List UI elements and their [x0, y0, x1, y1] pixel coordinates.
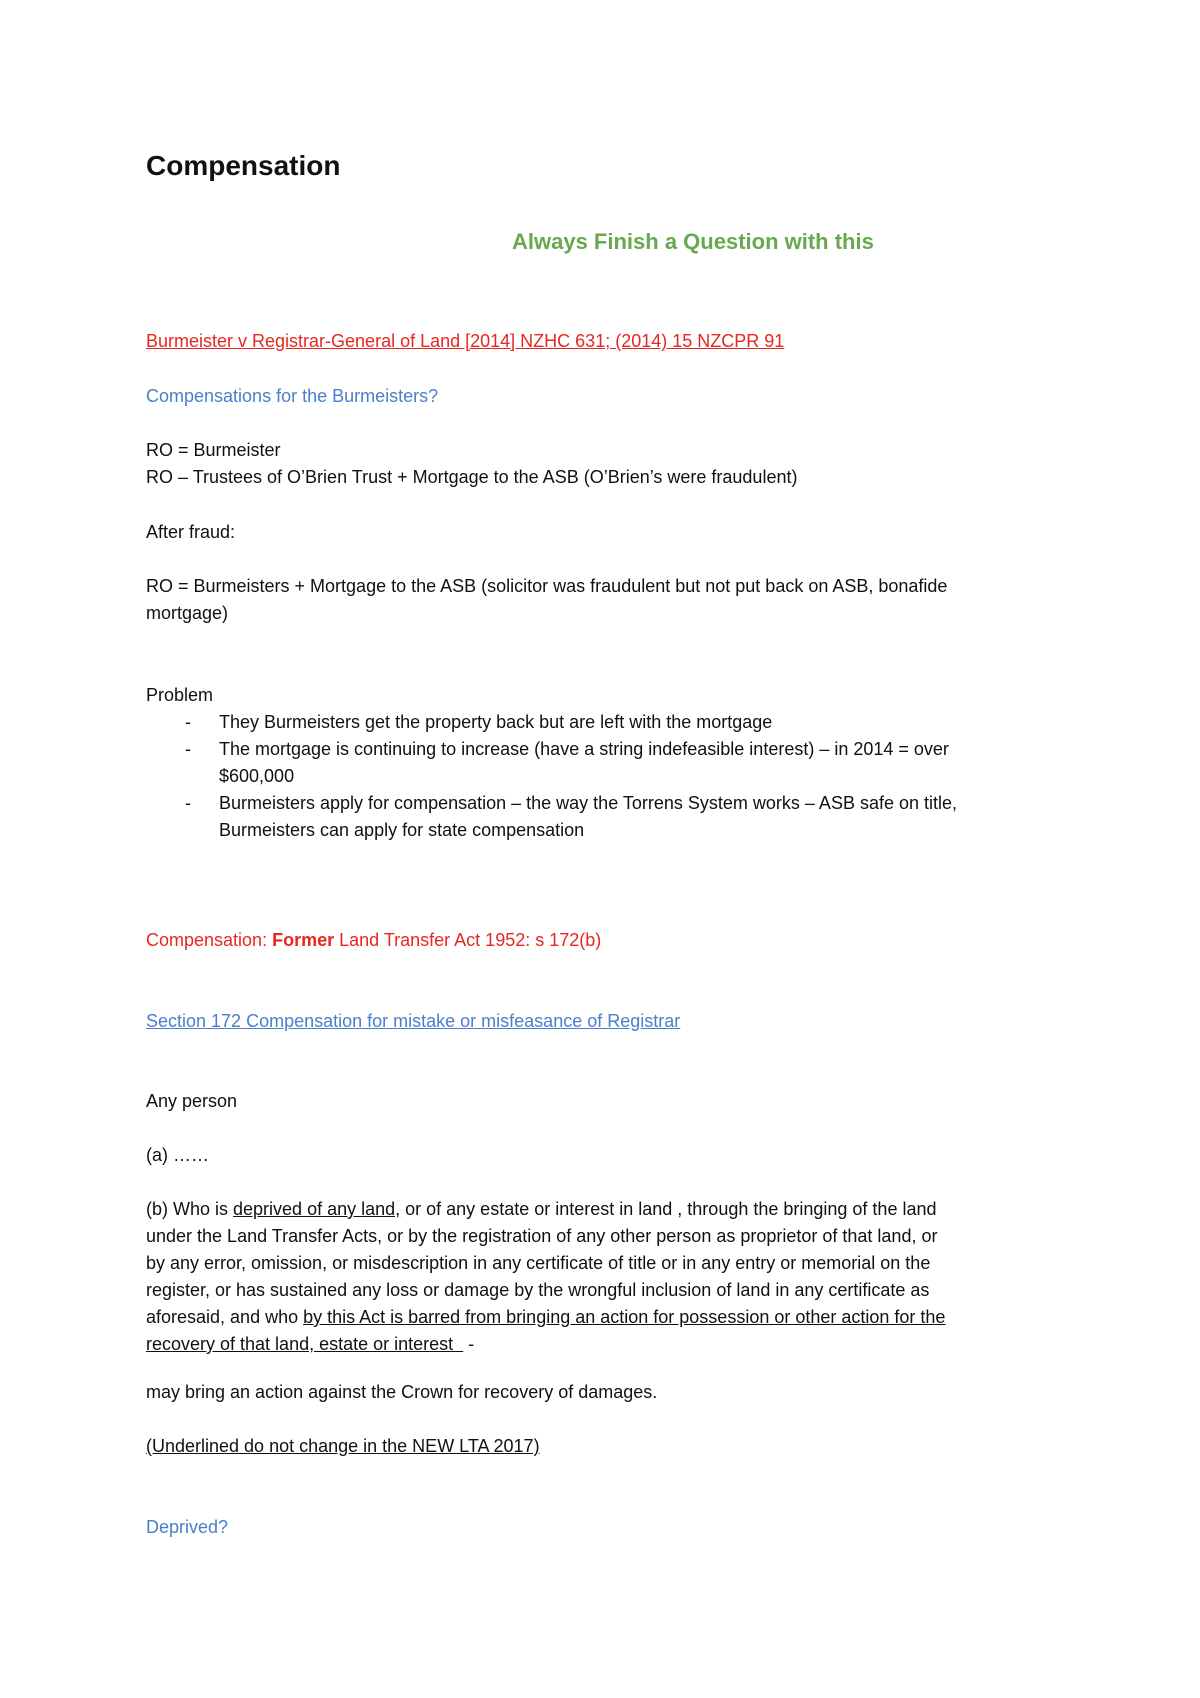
ro-line-2: RO – Trustees of O’Brien Trust + Mortgage to the ASB (O’Brien’s were fraudulent) [146, 467, 798, 487]
ro-after-line-2: mortgage) [146, 603, 229, 623]
section-heading [146, 929, 601, 951]
section-172-link[interactable]: Section 172 Compensation for mistake or misfeasance of Registrar [146, 1011, 681, 1031]
may-bring-text: may bring an action against the Crown for recovery of damages. [146, 1382, 658, 1402]
case-citation-link[interactable]: Burmeister v Registrar-General of Land [2014] NZHC 631; (2014) 15 NZCPR 91 [146, 331, 785, 351]
heading-part-3: Land Transfer Act 1952: s 172(b) [334, 930, 602, 950]
heading-part-2: Former [272, 930, 335, 950]
ro-after-line-1: RO = Burmeisters + Mortgage to the ASB (solicitor was fraudulent but not put back on ASB, bonafide [146, 576, 948, 596]
bullet-2-line-2: $600,000 [219, 766, 295, 786]
item-b-line-1 [146, 1198, 936, 1220]
bullet-1: They Burmeisters get the property back but are left with the mortgage [219, 712, 773, 732]
item-b-underlined-6: recovery of that land, estate or interest [146, 1334, 464, 1354]
item-b-underlined-5: by this Act is barred from bringing an action for possession or other action for the [303, 1307, 946, 1327]
item-a: (a) …… [146, 1145, 209, 1165]
after-fraud-label: After fraud: [146, 522, 236, 542]
bullet-3-line-2: Burmeisters can apply for state compensation [219, 820, 585, 840]
ro-line-1: RO = Burmeister [146, 440, 281, 460]
item-b-line-6 [146, 1333, 474, 1355]
problem-label: Problem [146, 685, 214, 705]
item-b-line-3: by any error, omission, or misdescription in any certificate of title or in any entry or memorial on the [146, 1253, 931, 1273]
bullet-dash: - [185, 793, 191, 813]
subtitle: Always Finish a Question with this [512, 229, 874, 254]
heading-part-1: Compensation: [146, 930, 273, 950]
item-b-prefix-5: aforesaid, and who [146, 1307, 304, 1327]
item-b-rest-1: or of any estate or interest in land , through the bringing of the land [400, 1199, 937, 1219]
any-person-text: Any person [146, 1091, 238, 1111]
bullet-3-line-1: Burmeisters apply for compensation – the way the Torrens System works – ASB safe on title, [219, 793, 958, 813]
page-title: Compensation [146, 150, 341, 181]
bullet-dash: - [185, 712, 191, 732]
item-b-prefix: (b) Who is [146, 1199, 234, 1219]
item-b-line-4: register, or has sustained any loss or damage by the wrongful inclusion of land in any certificate as [146, 1280, 930, 1300]
item-b-dash: - [463, 1334, 475, 1354]
item-b-line-2: under the Land Transfer Acts, or by the registration of any other person as proprietor of that land, or [146, 1226, 938, 1246]
bullet-dash: - [185, 739, 191, 759]
item-b-underlined-1: deprived of any land, [233, 1199, 401, 1219]
question-heading: Compensations for the Burmeisters? [146, 386, 439, 406]
bullet-2-line-1: The mortgage is continuing to increase (have a string indefeasible interest) – in 2014 = over [219, 739, 949, 759]
underlined-note: (Underlined do not change in the NEW LTA 2017) [146, 1436, 540, 1456]
item-b-line-5 [146, 1306, 945, 1328]
deprived-heading: Deprived? [146, 1517, 229, 1537]
